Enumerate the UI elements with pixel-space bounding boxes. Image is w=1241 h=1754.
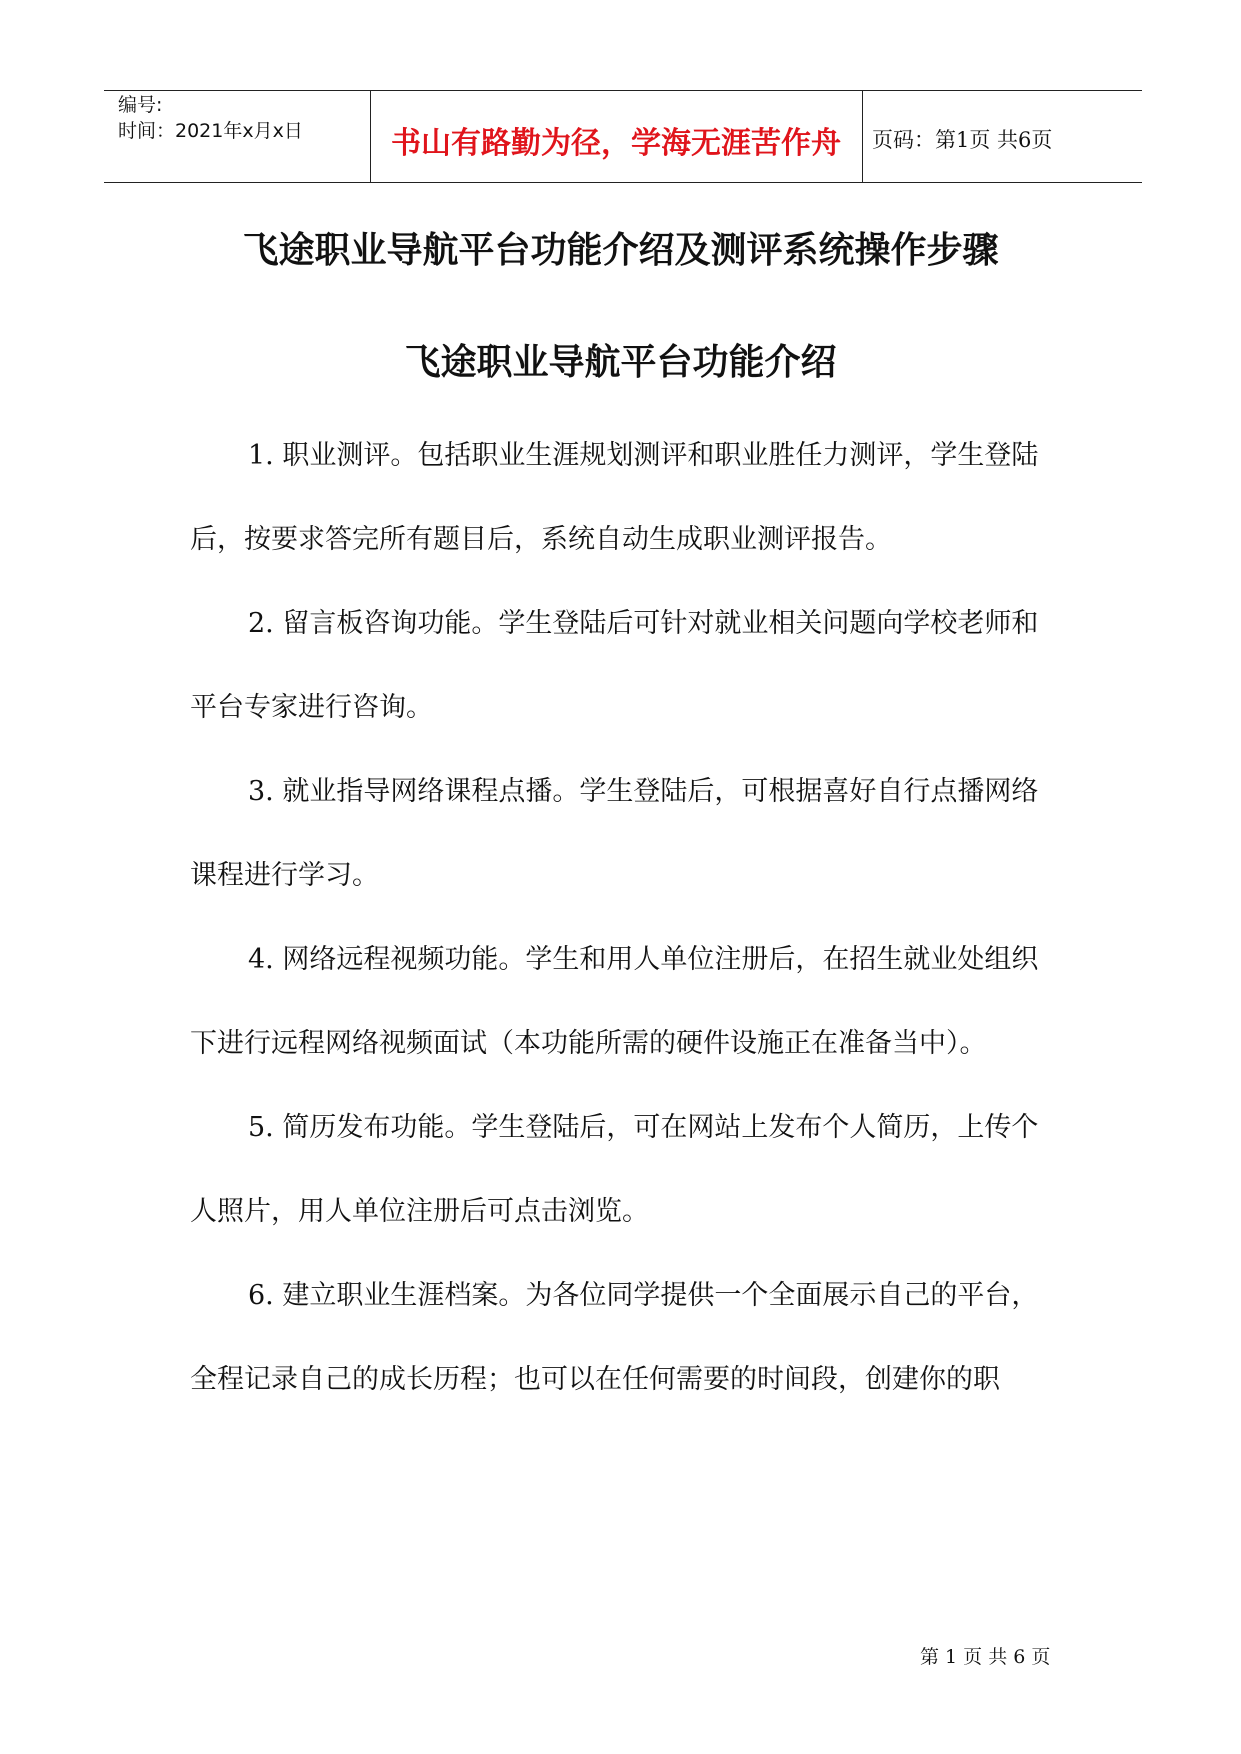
- header-meta: [118, 92, 303, 144]
- header-divider-right: [862, 90, 863, 182]
- header-top-rule: [104, 90, 1142, 91]
- paragraph: 2. 留言板咨询功能。学生登陆后可针对就业相关问题向学校老师和平台专家进行咨询。: [190, 608, 1039, 723]
- footer-page-indicator: 第 1 页 共 6 页: [920, 1646, 1051, 1668]
- header-page-code: 页码：第1页 共6页: [872, 128, 1053, 152]
- document-body: [190, 414, 1060, 1422]
- document-number-label: 编号:: [118, 94, 163, 116]
- document-time-label: 时间：2021年x月x日: [118, 120, 303, 142]
- document-title: 飞途职业导航平台功能介绍及测评系统操作步骤: [242, 229, 999, 271]
- paragraph: 6. 建立职业生涯档案。为各位同学提供一个全面展示自己的平台，全程记录自己的成长历程；也可以在任何需要的时间段，创建你的职: [190, 1280, 1039, 1395]
- header-bottom-rule: [104, 182, 1142, 183]
- section-heading: 飞途职业导航平台功能介绍: [404, 341, 837, 383]
- paragraph: 5. 简历发布功能。学生登陆后，可在网站上发布个人简历，上传个人照片，用人单位注册后可点击浏览。: [190, 1112, 1039, 1227]
- paragraph: 4. 网络远程视频功能。学生和用人单位注册后，在招生就业处组织下进行远程网络视频面试（本功能所需的硬件设施正在准备当中）。: [190, 944, 1039, 1059]
- paragraph: 1. 职业测评。包括职业生涯规划测评和职业胜任力测评，学生登陆后，按要求答完所有题目后，系统自动生成职业测评报告。: [190, 440, 1039, 555]
- paragraph: 3. 就业指导网络课程点播。学生登陆后，可根据喜好自行点播网络课程进行学习。: [190, 776, 1039, 891]
- header-motto: 书山有路勤为径，学海无涯苦作舟: [391, 126, 841, 161]
